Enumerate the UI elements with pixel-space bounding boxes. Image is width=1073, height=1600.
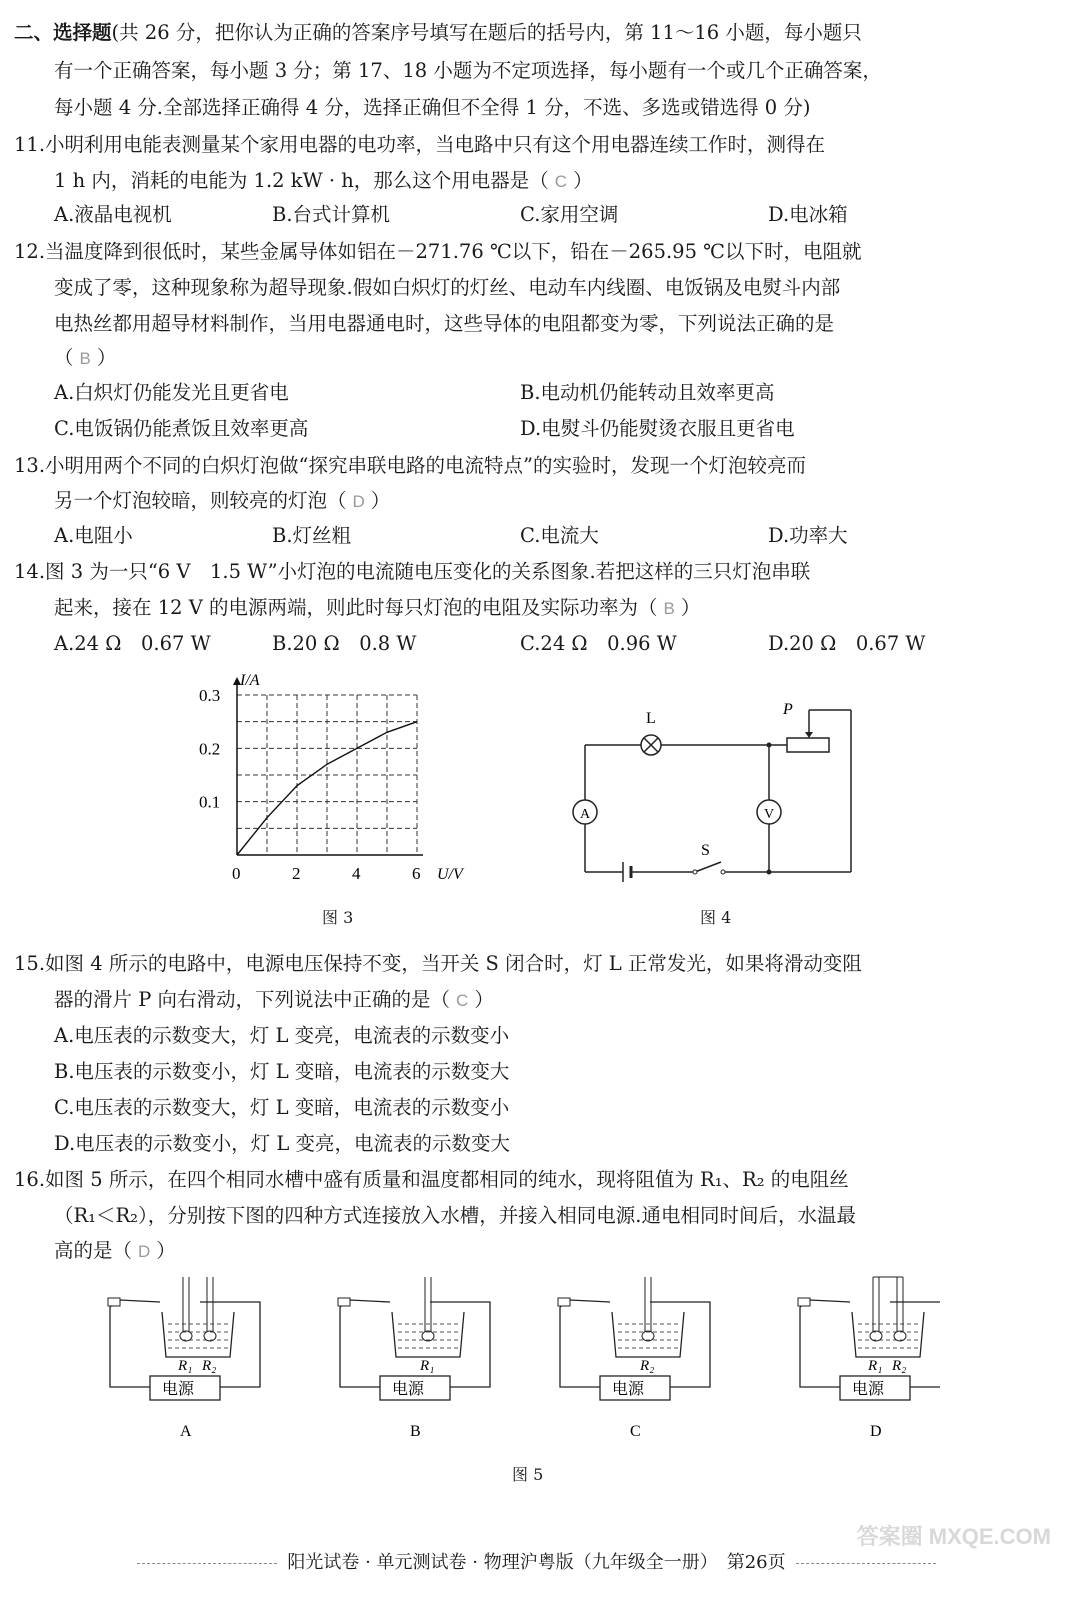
panel-letter: B xyxy=(410,1423,421,1440)
q11-option-a: A.液晶电视机 xyxy=(54,203,172,226)
power-supply-label: 电源 xyxy=(852,1381,885,1398)
voltmeter-label: V xyxy=(764,807,775,822)
figure-5-caption: 图 5 xyxy=(512,1465,544,1484)
resistor-label: R₂ xyxy=(202,1358,217,1374)
page-footer xyxy=(0,1548,1073,1574)
q12-text-2: 变成了零，这种现象称为超导现象.假如白炽灯的灯丝、电动车内线圈、电饭锅及电熨斗内部 xyxy=(54,276,841,299)
power-supply-label: 电源 xyxy=(612,1381,645,1398)
footer-rule-left xyxy=(137,1563,277,1564)
q11-option-b: B.台式计算机 xyxy=(272,203,391,226)
q12-option-d: D.电熨斗仍能熨烫衣服且更省电 xyxy=(520,417,795,440)
wire-clip xyxy=(338,1298,350,1306)
x-tick-label: 0 xyxy=(232,864,241,883)
power-supply-label: 电源 xyxy=(162,1381,195,1398)
junction-bottom xyxy=(767,870,772,875)
wire-clip xyxy=(798,1298,810,1306)
q12-text-3: 电热丝都用超导材料制作，当用电器通电时，这些导体的电阻都变为零，下列说法正确的是 xyxy=(54,312,835,335)
q15-answer: C xyxy=(456,991,469,1010)
slider-label: P xyxy=(783,701,793,718)
rheostat xyxy=(787,738,829,752)
figure-4-caption: 图 4 xyxy=(700,908,732,927)
figure-5-panels xyxy=(90,1272,940,1452)
q11-option-d: D.电冰箱 xyxy=(768,203,848,226)
q16-text-2: （R₁＜R₂），分别按下图的四种方式连接放入水槽，并接入相同电源.通电相同时间后，水温最 xyxy=(54,1204,856,1227)
section-heading-line xyxy=(14,18,862,48)
water-tank xyxy=(612,1312,684,1357)
q12-answer: B xyxy=(79,349,91,368)
q12-option-c: C.电饭锅仍能煮饭且效率更高 xyxy=(54,417,309,440)
q15-text-1: 15.如图 4 所示的电路中，电源电压保持不变，当开关 S 闭合时，灯 L 正常发光，如果将滑动变阻 xyxy=(14,952,862,975)
q13-answer: D xyxy=(352,492,365,511)
q15-option-c: C.电压表的示数变大，灯 L 变暗，电流表的示数变小 xyxy=(54,1096,510,1119)
q11-option-c: C.家用空调 xyxy=(520,203,619,226)
y-tick-label: 0.1 xyxy=(199,792,221,812)
section-instruction-2: 有一个正确答案，每小题 3 分；第 17、18 小题为不定项选择，每小题有一个或几个正确答案， xyxy=(54,59,882,82)
q14-answer: B xyxy=(663,599,675,618)
resistor-label: R₂ xyxy=(892,1358,907,1374)
figure-3-caption: 图 3 xyxy=(322,908,354,927)
circuit-panel-A xyxy=(108,1277,260,1440)
section-heading: 二、选择题 xyxy=(14,21,112,44)
q13-option-a: A.电阻小 xyxy=(54,524,133,547)
ammeter-label: A xyxy=(580,807,591,822)
x-axis-label: U/V xyxy=(437,866,463,883)
q14-text-1: 14.图 3 为一只“6 V 1.5 W”小灯泡的电流随电压变化的关系图象.若把这样的三只灯泡串联 xyxy=(14,560,811,583)
q13-text-1: 13.小明用两个不同的白炽灯泡做“探究串联电路的电流特点”的实验时，发现一个灯泡较亮而 xyxy=(14,454,806,477)
q12-option-b: B.电动机仍能转动且效率更高 xyxy=(520,381,775,404)
circuit-panel-C xyxy=(558,1277,710,1440)
wire-clip xyxy=(558,1298,570,1306)
x-tick-label: 2 xyxy=(292,864,301,883)
q15-text-2: 器的滑片 P 向右滑动，下列说法中正确的是（ C ） xyxy=(54,985,494,1016)
resistor-label: R₁ xyxy=(420,1358,435,1374)
section-instruction-3: 每小题 4 分.全部选择正确得 4 分，选择正确但不全得 1 分，不选、多选或错选得 0 分) xyxy=(54,96,811,119)
q13-option-c: C.电流大 xyxy=(520,524,599,547)
power-supply-label: 电源 xyxy=(392,1381,425,1398)
q12-option-a: A.白炽灯仍能发光且更省电 xyxy=(54,381,289,404)
q11-text-2: 1 h 内，消耗的电能为 1.2 kW · h，那么这个用电器是（ C ） xyxy=(54,166,593,197)
section-instruction-1: (共 26 分，把你认为正确的答案序号填写在题后的括号内，第 11～16 小题，每小题只 xyxy=(111,21,862,44)
lamp-label: L xyxy=(646,710,656,727)
q12-text-1: 12.当温度降到很低时，某些金属导体如铝在－271.76 ℃以下，铅在－265.95 ℃以下时，电阻就 xyxy=(14,240,862,263)
q16-text-1: 16.如图 5 所示，在四个相同水槽中盛有质量和温度都相同的纯水，现将阻值为 R₁、R₂ 的电阻丝 xyxy=(14,1168,849,1191)
figure-3-chart xyxy=(185,665,505,895)
panel-letter: C xyxy=(630,1423,641,1440)
panel-letter: D xyxy=(870,1423,882,1440)
q12-text-4: （ B ） xyxy=(54,343,116,374)
q16-text-3: 高的是（ D ） xyxy=(54,1236,176,1267)
slider-arrowhead xyxy=(805,732,813,738)
q13-option-d: D.功率大 xyxy=(768,524,848,547)
wire-clip xyxy=(108,1298,120,1306)
y-tick-label: 0.2 xyxy=(199,739,221,759)
resistor-label: R₂ xyxy=(640,1358,655,1374)
water-tank xyxy=(162,1312,234,1357)
q11-text-1: 11.小明利用电能表测量某个家用电器的电功率，当电路中只有这个用电器连续工作时，测得在 xyxy=(14,133,826,156)
q11-answer: C xyxy=(554,172,568,191)
resistor-label: R₁ xyxy=(868,1358,883,1374)
y-axis-label: I/A xyxy=(240,672,260,689)
q13-option-b: B.灯丝粗 xyxy=(272,524,352,547)
water-tank xyxy=(852,1312,924,1357)
circuit-panel-B xyxy=(338,1277,490,1440)
q14-option-b: B.20 Ω 0.8 W xyxy=(272,632,417,655)
q14-option-d: D.20 Ω 0.67 W xyxy=(768,632,926,655)
q16-answer: D xyxy=(138,1242,151,1261)
resistor-label: R₁ xyxy=(178,1358,193,1374)
circuit-panel-D xyxy=(798,1277,940,1440)
q14-option-c: C.24 Ω 0.96 W xyxy=(520,632,677,655)
q15-option-d: D.电压表的示数变小，灯 L 变亮，电流表的示数变大 xyxy=(54,1132,510,1155)
loop-wire xyxy=(800,1302,940,1387)
panel-letter: A xyxy=(180,1423,192,1440)
footer-rule-right xyxy=(796,1563,936,1564)
junction-top xyxy=(767,743,772,748)
watermark: 答案圈 MXQE.COM xyxy=(856,1524,1051,1549)
q14-option-a: A.24 Ω 0.67 W xyxy=(54,632,211,655)
q15-option-b: B.电压表的示数变小，灯 L 变暗，电流表的示数变大 xyxy=(54,1060,510,1083)
footer-text: 阳光试卷 · 单元测试卷 · 物理沪粤版（九年级全一册） 第26页 xyxy=(287,1552,786,1573)
q13-text-2: 另一个灯泡较暗，则较亮的灯泡（ D ） xyxy=(54,486,390,517)
q14-text-2: 起来，接在 12 V 的电源两端，则此时每只灯泡的电阻及实际功率为（ B ） xyxy=(54,593,700,624)
loop-wire xyxy=(560,1302,710,1387)
x-tick-label: 6 xyxy=(412,864,421,883)
loop-wire xyxy=(340,1302,490,1387)
x-tick-label: 4 xyxy=(352,864,361,883)
water-tank xyxy=(392,1312,464,1357)
loop-wire xyxy=(110,1302,260,1387)
y-tick-label: 0.3 xyxy=(199,686,221,705)
switch-label: S xyxy=(701,842,710,859)
figure-4-circuit xyxy=(565,690,875,890)
q15-option-a: A.电压表的示数变大，灯 L 变亮，电流表的示数变小 xyxy=(54,1024,510,1047)
switch-blade xyxy=(695,862,721,872)
